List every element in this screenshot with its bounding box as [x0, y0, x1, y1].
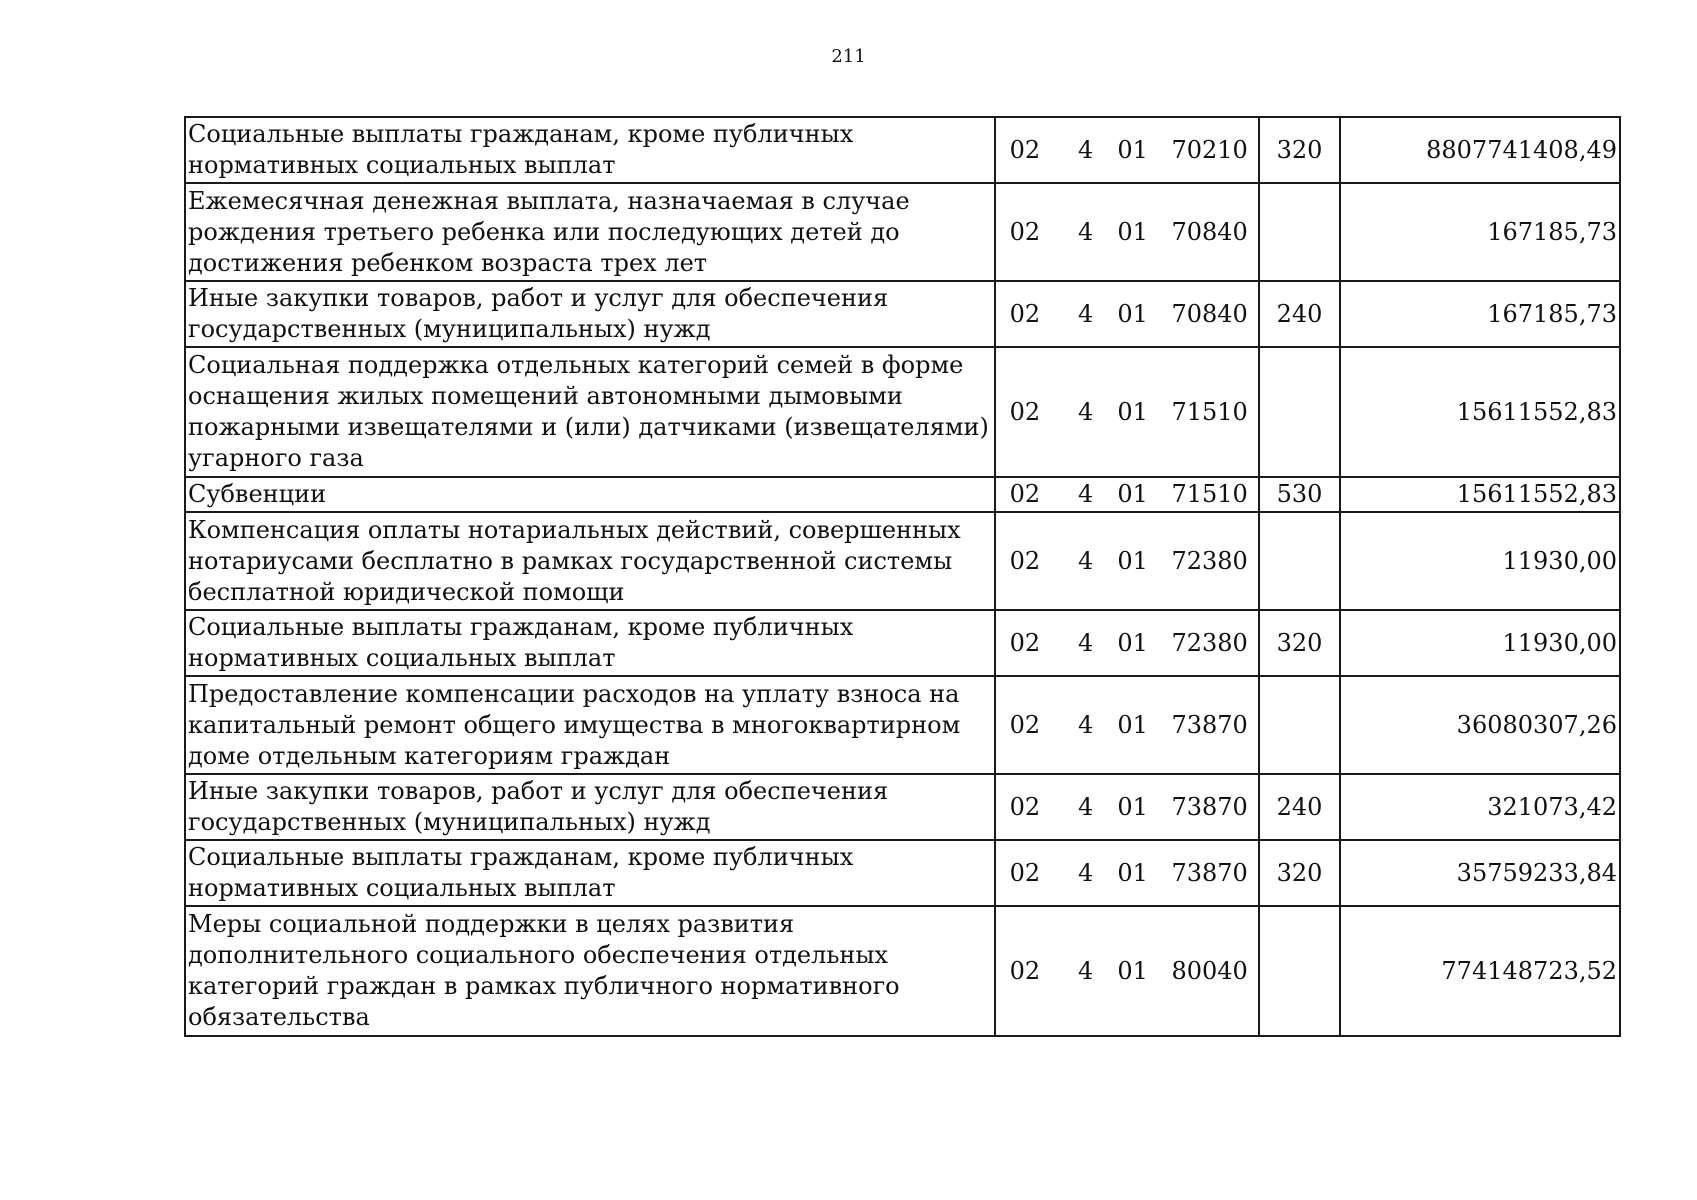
description-text: Предоставление компенсации расходов на уплату взноса на капитальный ремонт общего имущества в многоквартирном доме отдельным категориям граждан	[188, 679, 961, 770]
description-text: Меры социальной поддержки в целях развития дополнительного социального обеспечения отдельных категорий граждан в рамках публичного нормативного обязательства	[188, 910, 900, 1031]
row-code	[995, 774, 1259, 840]
row-description	[185, 512, 995, 610]
description-text: Социальные выплаты гражданам, кроме публичных нормативных социальных выплат	[188, 120, 854, 179]
code-event: 01	[1117, 546, 1148, 575]
code-program: 02	[1009, 217, 1041, 246]
row-expense-type: 320	[1259, 610, 1341, 676]
code-subprogram: 4	[1078, 628, 1094, 657]
row-expense-type: 240	[1259, 281, 1341, 347]
row-expense-type	[1259, 906, 1341, 1036]
row-description	[185, 774, 995, 840]
code-subprogram: 4	[1078, 858, 1094, 887]
row-description	[185, 906, 995, 1036]
code-subprogram: 4	[1078, 480, 1094, 508]
row-description	[185, 117, 995, 183]
row-code	[995, 840, 1259, 906]
code-event: 01	[1117, 135, 1148, 164]
table-row	[185, 676, 1620, 774]
code-program: 02	[1009, 135, 1041, 164]
row-amount: 15611552,83	[1340, 347, 1620, 477]
description-text: Компенсация оплаты нотариальных действий, совершенных нотариусами бесплатно в рамках государственной системы бесплатной юридической помощи	[188, 515, 961, 606]
row-description	[185, 281, 995, 347]
row-amount: 11930,00	[1340, 512, 1620, 610]
row-amount: 35759233,84	[1340, 840, 1620, 906]
code-subprogram: 4	[1078, 956, 1094, 985]
code-event: 01	[1117, 710, 1148, 739]
budget-table	[184, 116, 1621, 1037]
code-subprogram: 4	[1078, 792, 1094, 821]
description-text: Социальная поддержка отдельных категорий семей в форме оснащения жилых помещений автономными дымовыми пожарными извещателями и (или) датчиками (извещателями) угарного газа	[188, 351, 989, 472]
row-description	[185, 347, 995, 477]
code-event: 01	[1117, 299, 1148, 328]
row-code	[995, 281, 1259, 347]
code-direction: 72380	[1171, 546, 1248, 575]
code-event: 01	[1117, 858, 1148, 887]
row-expense-type: 530	[1259, 477, 1341, 512]
row-amount: 36080307,26	[1340, 676, 1620, 774]
code-program: 02	[1009, 546, 1041, 575]
code-direction: 70210	[1171, 135, 1248, 164]
row-expense-type: 320	[1259, 117, 1341, 183]
description-text: Ежемесячная денежная выплата, назначаемая в случае рождения третьего ребенка или последующих детей до достижения ребенком возраста трех лет	[188, 186, 910, 277]
code-direction: 73870	[1171, 858, 1248, 887]
code-direction: 73870	[1171, 792, 1248, 821]
table-row	[185, 117, 1620, 183]
table-row	[185, 774, 1620, 840]
code-event: 01	[1117, 628, 1148, 657]
row-amount: 774148723,52	[1340, 906, 1620, 1036]
row-code	[995, 183, 1259, 281]
code-program: 02	[1009, 710, 1041, 739]
code-subprogram: 4	[1078, 135, 1094, 164]
code-subprogram: 4	[1078, 217, 1094, 246]
code-event: 01	[1117, 956, 1148, 985]
description-text: Иные закупки товаров, работ и услуг для обеспечения государственных (муниципальных) нужд	[188, 284, 889, 343]
row-amount: 15611552,83	[1340, 477, 1620, 512]
code-event: 01	[1117, 217, 1148, 246]
code-program: 02	[1009, 397, 1041, 426]
row-description	[185, 840, 995, 906]
code-subprogram: 4	[1078, 710, 1094, 739]
row-amount: 167185,73	[1340, 183, 1620, 281]
row-expense-type	[1259, 512, 1341, 610]
row-amount: 11930,00	[1340, 610, 1620, 676]
row-expense-type: 320	[1259, 840, 1341, 906]
row-amount: 321073,42	[1340, 774, 1620, 840]
row-expense-type	[1259, 183, 1341, 281]
table-row	[185, 610, 1620, 676]
table-row	[185, 347, 1620, 477]
code-subprogram: 4	[1078, 299, 1094, 328]
code-direction: 70840	[1171, 217, 1248, 246]
code-direction: 72380	[1171, 628, 1248, 657]
row-code	[995, 512, 1259, 610]
code-event: 01	[1117, 792, 1148, 821]
row-description	[185, 183, 995, 281]
table-row	[185, 477, 1620, 512]
table-row	[185, 281, 1620, 347]
row-code	[995, 610, 1259, 676]
row-amount: 8807741408,49	[1340, 117, 1620, 183]
code-program: 02	[1009, 480, 1041, 508]
code-event: 01	[1117, 480, 1148, 508]
code-direction: 70840	[1171, 299, 1248, 328]
budget-table-body	[185, 117, 1620, 1036]
code-subprogram: 4	[1078, 546, 1094, 575]
page-number: 211	[831, 46, 866, 67]
row-expense-type	[1259, 676, 1341, 774]
row-expense-type: 240	[1259, 774, 1341, 840]
table-row	[185, 840, 1620, 906]
code-program: 02	[1009, 858, 1041, 887]
row-expense-type	[1259, 347, 1341, 477]
row-description	[185, 676, 995, 774]
row-amount: 167185,73	[1340, 281, 1620, 347]
code-subprogram: 4	[1078, 397, 1094, 426]
table-row	[185, 512, 1620, 610]
row-description	[185, 610, 995, 676]
row-code	[995, 117, 1259, 183]
table-row	[185, 906, 1620, 1036]
code-direction: 71510	[1171, 397, 1248, 426]
code-program: 02	[1009, 792, 1041, 821]
code-program: 02	[1009, 956, 1041, 985]
row-code	[995, 906, 1259, 1036]
row-code	[995, 676, 1259, 774]
description-text: Иные закупки товаров, работ и услуг для обеспечения государственных (муниципальных) нужд	[188, 777, 889, 836]
code-direction: 71510	[1171, 480, 1248, 508]
code-direction: 80040	[1171, 956, 1248, 985]
code-direction: 73870	[1171, 710, 1248, 739]
description-text: Субвенции	[188, 480, 327, 508]
row-code	[995, 477, 1259, 512]
description-text: Социальные выплаты гражданам, кроме публичных нормативных социальных выплат	[188, 843, 854, 902]
row-description	[185, 477, 995, 512]
code-event: 01	[1117, 397, 1148, 426]
row-code	[995, 347, 1259, 477]
code-program: 02	[1009, 299, 1041, 328]
table-row	[185, 183, 1620, 281]
code-program: 02	[1009, 628, 1041, 657]
description-text: Социальные выплаты гражданам, кроме публичных нормативных социальных выплат	[188, 613, 854, 672]
